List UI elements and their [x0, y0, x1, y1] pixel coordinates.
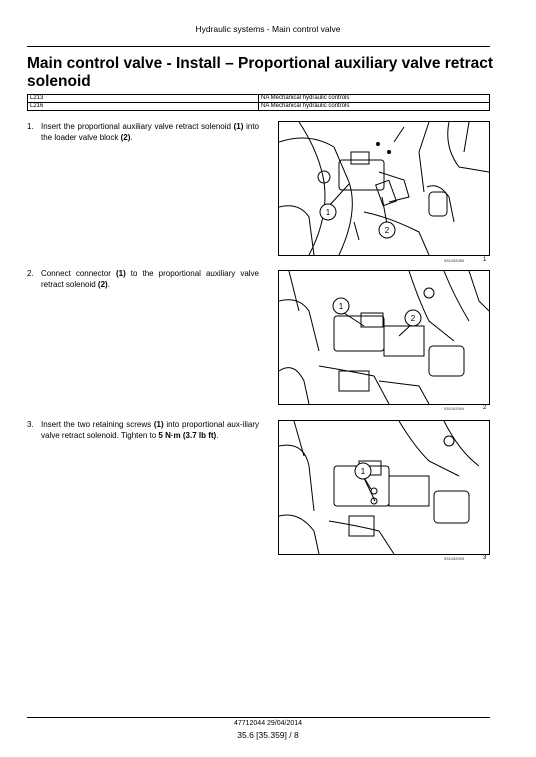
text-run: into proportional aux-iliary valve retract solenoid. Tighten to [41, 420, 259, 440]
figure-number: 2 [483, 405, 487, 411]
config-cell: NA Mechanical hydraulic controls [259, 103, 490, 111]
callout-label: 1 [325, 208, 331, 217]
figure-number: 1 [483, 257, 487, 263]
connector-illustration [279, 271, 489, 404]
figure-ref: 931002089 [443, 258, 464, 263]
config-cell: NA Mechanical hydraulic controls [259, 95, 490, 103]
callout-ref: (1) [116, 269, 126, 278]
step-number: 3. [27, 420, 34, 429]
table-row [28, 95, 490, 103]
callout-ref: (1) [153, 420, 164, 429]
figure-ref: 931002094 [443, 406, 464, 411]
footer-doc-ref: 47712044 29/04/2014 [233, 720, 303, 727]
callout-label: 2 [410, 314, 416, 323]
model-cell: L216 [28, 103, 259, 111]
text-run: Insert the two retaining screws [41, 420, 154, 429]
callout-ref: (1) [233, 122, 244, 131]
step-text [41, 419, 259, 441]
header-rule [27, 46, 490, 47]
footer-page-ref: 35.6 [35.359] / 8 [237, 730, 299, 740]
valve-block-illustration [279, 122, 489, 255]
callout-label: 2 [384, 226, 390, 235]
running-header: Hydraulic systems - Main control valve [195, 24, 341, 34]
callout-ref: (2) [97, 280, 108, 289]
page-title: Main control valve - Install – Proportional auxiliary valve retract solenoid [27, 55, 494, 90]
figure-1-image [278, 121, 490, 256]
model-cell: L213 [28, 95, 259, 103]
step-2 [27, 268, 259, 290]
figure-3-image [278, 420, 490, 555]
figure-ref: 931002095 [443, 556, 464, 561]
figure-number: 3 [483, 555, 487, 561]
text-run: . [130, 133, 133, 142]
text-run: . [107, 280, 110, 289]
step-text [41, 268, 259, 290]
callout-label: 1 [360, 467, 366, 476]
callout-ref: (2) [120, 133, 131, 142]
table-row [28, 103, 490, 111]
step-number: 2. [27, 269, 34, 278]
step-text [41, 121, 259, 143]
step-1 [27, 121, 259, 143]
callout-label: 1 [338, 302, 344, 311]
figure-2-image [278, 270, 490, 405]
retaining-screws-illustration [279, 421, 489, 554]
text-run: into the loader valve block [41, 122, 259, 142]
text-run: Connect connector [41, 269, 116, 278]
model-table [27, 94, 490, 111]
text-run: to the proportional auxiliary valve retract solenoid [41, 269, 259, 289]
step-number: 1. [27, 122, 34, 131]
text-run: Insert the proportional auxiliary valve retract solenoid [41, 122, 234, 131]
text-run: . [216, 431, 219, 440]
footer-rule [27, 717, 490, 718]
torque-value: 5 N·m (3.7 lb ft) [158, 431, 217, 440]
step-3 [27, 419, 259, 441]
